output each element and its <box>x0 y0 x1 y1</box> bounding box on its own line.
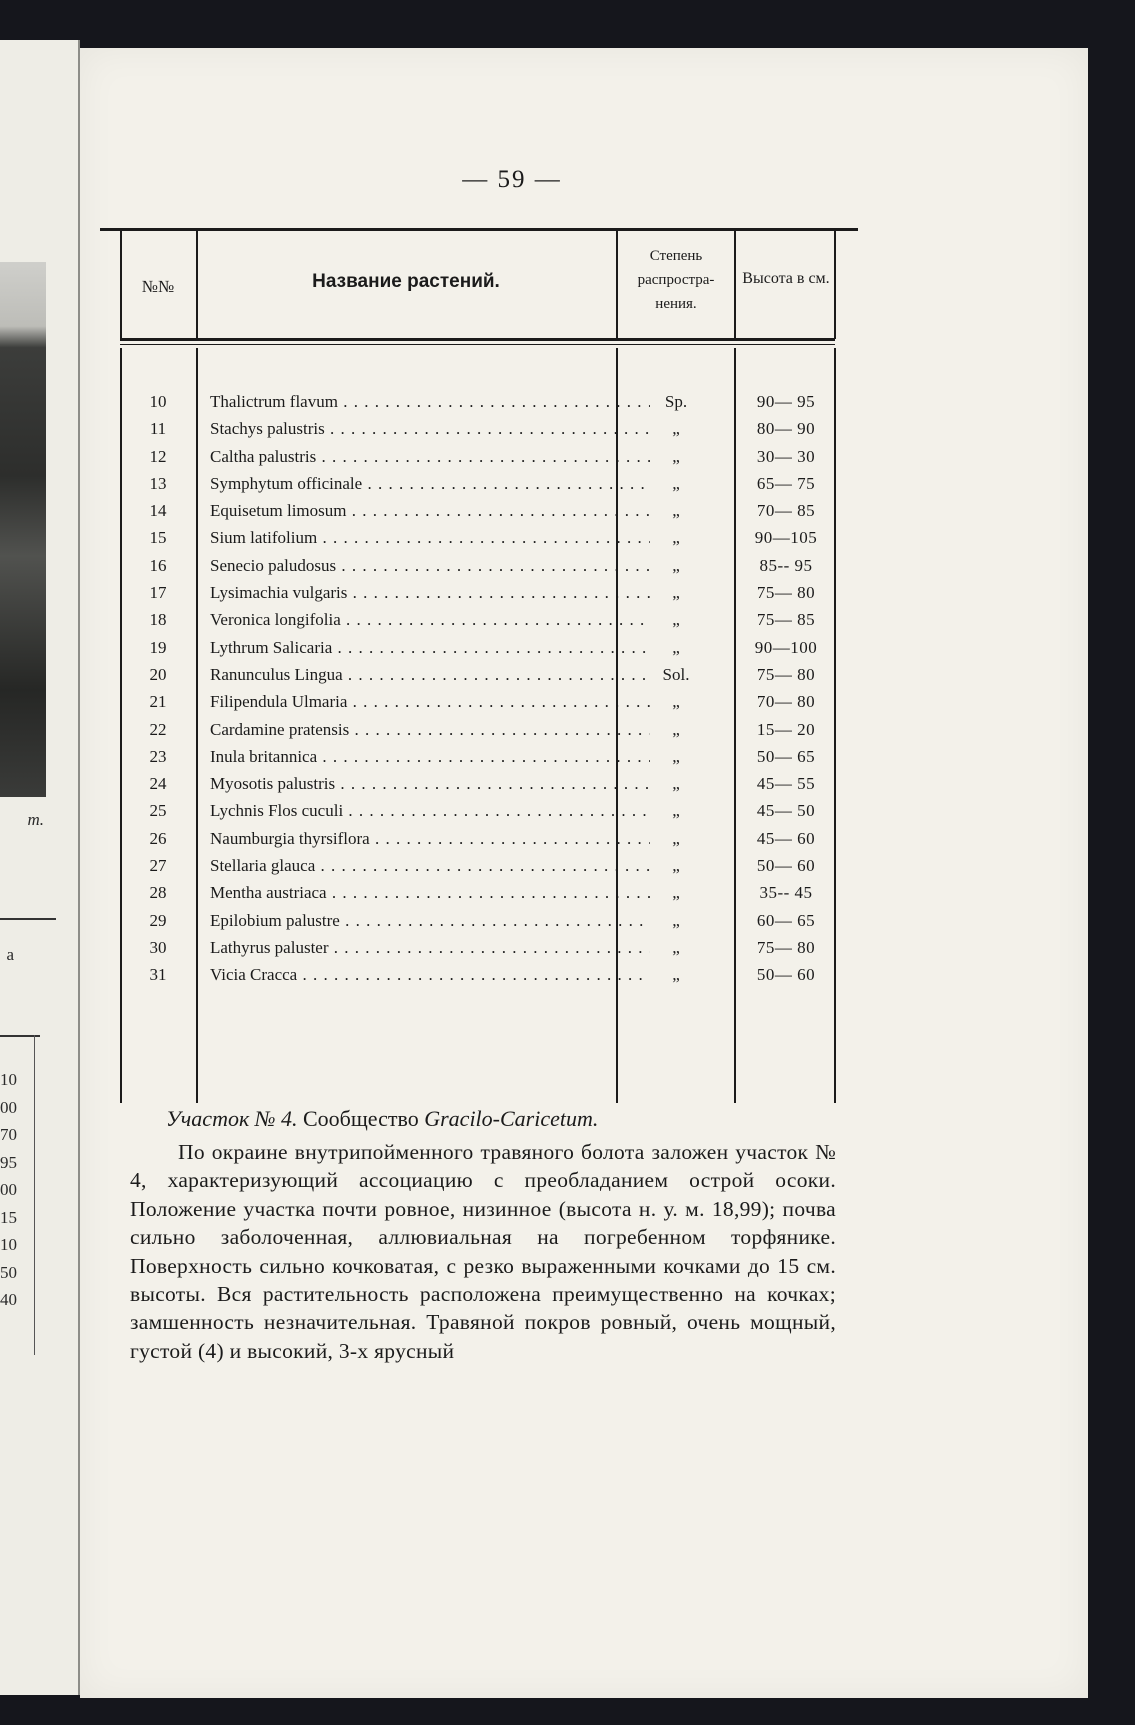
abundance-value: Sol. <box>662 664 690 684</box>
header-plant-name: Название растений. <box>312 271 500 292</box>
facing-caption-fragment: m. <box>27 810 44 829</box>
plant-name: Symphytum officinale . . . <box>210 474 650 494</box>
section-community-name: Gracilo-Caricetum. <box>424 1106 599 1131</box>
table-row <box>120 447 835 474</box>
facing-table-rule <box>0 918 56 920</box>
abundance-value: „ <box>672 746 680 766</box>
plant-name: Lysimachia vulgaris . . . <box>210 583 650 603</box>
table-row <box>120 501 835 528</box>
plant-name: Ranunculus Lingua . . . <box>210 665 650 685</box>
plant-name: Senecio paludosus . . . <box>210 556 650 576</box>
abundance-value: „ <box>672 473 680 493</box>
body-paragraph: По окраине внутрипойменного травяного болота заложен участок № 4, характеризующий ассоциацию с преобладанием острой осоки. Положение участка почти ровное, низинное (высота н. у. м. 18,99); почва сильно заболоченная, аллювиальная на погребенном торфянике. Поверхность сильно кочковатая, с резко выраженными кочками до 15 см. высоты. Вся растительность расположена преимущественно на кочках; замшенность незначительная. Травяной покров ровный, очень мощный, густой (4) и высокий, 3-х ярусный <box>130 1140 836 1363</box>
abundance-value: „ <box>672 828 680 848</box>
row-number: 19 <box>149 637 167 657</box>
abundance-value: „ <box>672 883 680 903</box>
row-number: 13 <box>149 473 167 493</box>
facing-number: 15 <box>0 1207 17 1227</box>
plant-name: Naumburgia thyrsiflora . . . <box>210 829 650 849</box>
plant-name: Lychnis Flos cuculi . . . <box>210 801 650 821</box>
facing-header-fragment: a <box>6 945 14 964</box>
plant-name: Myosotis palustris . . . <box>210 774 650 794</box>
table-row <box>120 610 835 637</box>
abundance-value: „ <box>672 856 680 876</box>
facing-number: 10 <box>0 1070 17 1089</box>
page-number: — 59 — <box>462 166 562 193</box>
section-community-word: Сообщество <box>297 1106 425 1131</box>
header-rule <box>120 338 835 341</box>
height-range: 75— 80 <box>756 664 816 684</box>
plant-name: Veronica longifolia . . . <box>210 610 650 630</box>
abundance-value: „ <box>672 801 680 821</box>
plant-name: Thalictrum flavum . . . <box>210 392 650 412</box>
table-row <box>120 801 835 828</box>
abundance-value: „ <box>672 637 680 657</box>
table-row <box>120 829 835 856</box>
row-number: 11 <box>149 419 167 439</box>
row-number: 29 <box>149 910 167 930</box>
plant-name: Equisetum limosum . . . <box>210 501 650 521</box>
abundance-value: „ <box>672 501 680 521</box>
section-plot-label: Участок № 4. <box>166 1106 298 1131</box>
height-range: 45— 60 <box>756 828 816 848</box>
plant-table-body <box>120 392 835 993</box>
book-page <box>80 48 1088 1698</box>
table-row <box>120 883 835 910</box>
table-top-rule <box>100 228 858 231</box>
abundance-value: „ <box>672 583 680 603</box>
height-range: 15— 20 <box>756 719 816 739</box>
facing-table-divider <box>34 1035 35 1355</box>
section-heading <box>166 1106 846 1132</box>
row-number: 25 <box>149 801 167 821</box>
table-row <box>120 938 835 965</box>
height-range: 90— 95 <box>756 392 816 411</box>
abundance-value: „ <box>672 610 680 630</box>
plant-name: Mentha austriaca . . . <box>210 883 650 903</box>
height-range: 45— 50 <box>756 801 816 821</box>
row-number: 28 <box>149 883 167 903</box>
abundance-value: „ <box>672 937 680 957</box>
facing-page-edge <box>0 40 80 1695</box>
height-range: 90—105 <box>754 528 818 548</box>
table-row <box>120 965 835 992</box>
table-row <box>120 665 835 692</box>
height-range: 35-- 45 <box>759 883 813 903</box>
abundance-value: „ <box>672 774 680 794</box>
table-row <box>120 638 835 665</box>
facing-number: 70 <box>0 1125 17 1144</box>
height-range: 30— 30 <box>756 446 816 466</box>
plant-name: Vicia Cracca . . . <box>210 965 650 985</box>
row-number: 31 <box>149 965 167 985</box>
table-row <box>120 583 835 610</box>
abundance-value: „ <box>672 555 680 575</box>
abundance-value: Sp. <box>664 392 688 411</box>
facing-number: 50 <box>0 1262 17 1282</box>
facing-number: 00 <box>0 1097 17 1117</box>
table-row <box>120 747 835 774</box>
table-row <box>120 528 835 555</box>
row-number: 16 <box>149 555 167 575</box>
plant-name: Stellaria glauca . . . <box>210 856 650 876</box>
plant-name: Inula britannica . . . <box>210 747 650 767</box>
row-number: 27 <box>149 856 167 876</box>
row-number: 24 <box>149 774 167 794</box>
height-range: 75— 85 <box>756 610 816 630</box>
table-row <box>120 556 835 583</box>
facing-number: 40 <box>0 1290 17 1309</box>
facing-number: 10 <box>0 1235 17 1254</box>
height-range: 60— 65 <box>756 910 816 930</box>
row-number: 26 <box>149 828 167 848</box>
header-rule-thin <box>120 344 835 345</box>
row-number: 20 <box>149 664 167 684</box>
plant-name: Epilobium palustre . . . <box>210 911 650 931</box>
table-row <box>120 419 835 446</box>
table-row <box>120 392 835 419</box>
header-number: №№ <box>141 277 175 296</box>
row-number: 17 <box>149 583 167 603</box>
plant-name: Lythrum Salicaria . . . <box>210 638 650 658</box>
height-range: 50— 60 <box>756 856 816 876</box>
plant-name: Caltha palustris . . . <box>210 447 650 467</box>
height-range: 70— 85 <box>756 501 816 521</box>
height-range: 50— 65 <box>756 746 816 766</box>
table-row <box>120 774 835 801</box>
facing-number: 00 <box>0 1180 17 1199</box>
plant-name: Cardamine pratensis . . . <box>210 720 650 740</box>
row-number: 23 <box>149 746 167 766</box>
height-range: 75— 80 <box>756 583 816 603</box>
table-row <box>120 911 835 938</box>
row-number: 22 <box>149 719 167 739</box>
row-number: 14 <box>149 501 167 521</box>
plant-name: Stachys palustris . . . <box>210 419 650 439</box>
table-row <box>120 856 835 883</box>
table-row <box>120 692 835 719</box>
abundance-value: „ <box>672 719 680 739</box>
height-range: 50— 60 <box>756 965 816 985</box>
row-number: 12 <box>149 446 167 466</box>
facing-number: 95 <box>0 1152 17 1172</box>
plant-name: Filipendula Ulmaria . . . <box>210 692 650 712</box>
table-row <box>120 720 835 747</box>
plant-name: Sium latifolium . . . <box>210 528 650 548</box>
plant-name: Lathyrus paluster . . . <box>210 938 650 958</box>
row-number: 18 <box>149 610 167 630</box>
height-range: 75— 80 <box>756 937 816 957</box>
height-range: 70— 80 <box>756 692 816 712</box>
header-abundance: Степень распростра- нения. <box>637 248 715 312</box>
height-range: 65— 75 <box>756 473 816 493</box>
abundance-value: „ <box>672 528 680 548</box>
abundance-value: „ <box>672 419 680 439</box>
facing-page-photo <box>0 262 46 797</box>
abundance-value: „ <box>672 446 680 466</box>
height-range: 90—100 <box>754 637 818 657</box>
height-range: 45— 55 <box>756 774 816 794</box>
abundance-value: „ <box>672 965 680 985</box>
header-height: Высота в см. <box>742 270 830 287</box>
row-number: 21 <box>149 692 167 712</box>
height-range: 85-- 95 <box>759 555 813 575</box>
abundance-value: „ <box>672 692 680 712</box>
row-number: 10 <box>149 392 167 411</box>
height-range: 80— 90 <box>756 419 816 439</box>
row-number: 30 <box>149 937 167 957</box>
row-number: 15 <box>149 528 167 548</box>
abundance-value: „ <box>672 910 680 930</box>
table-row <box>120 474 835 501</box>
